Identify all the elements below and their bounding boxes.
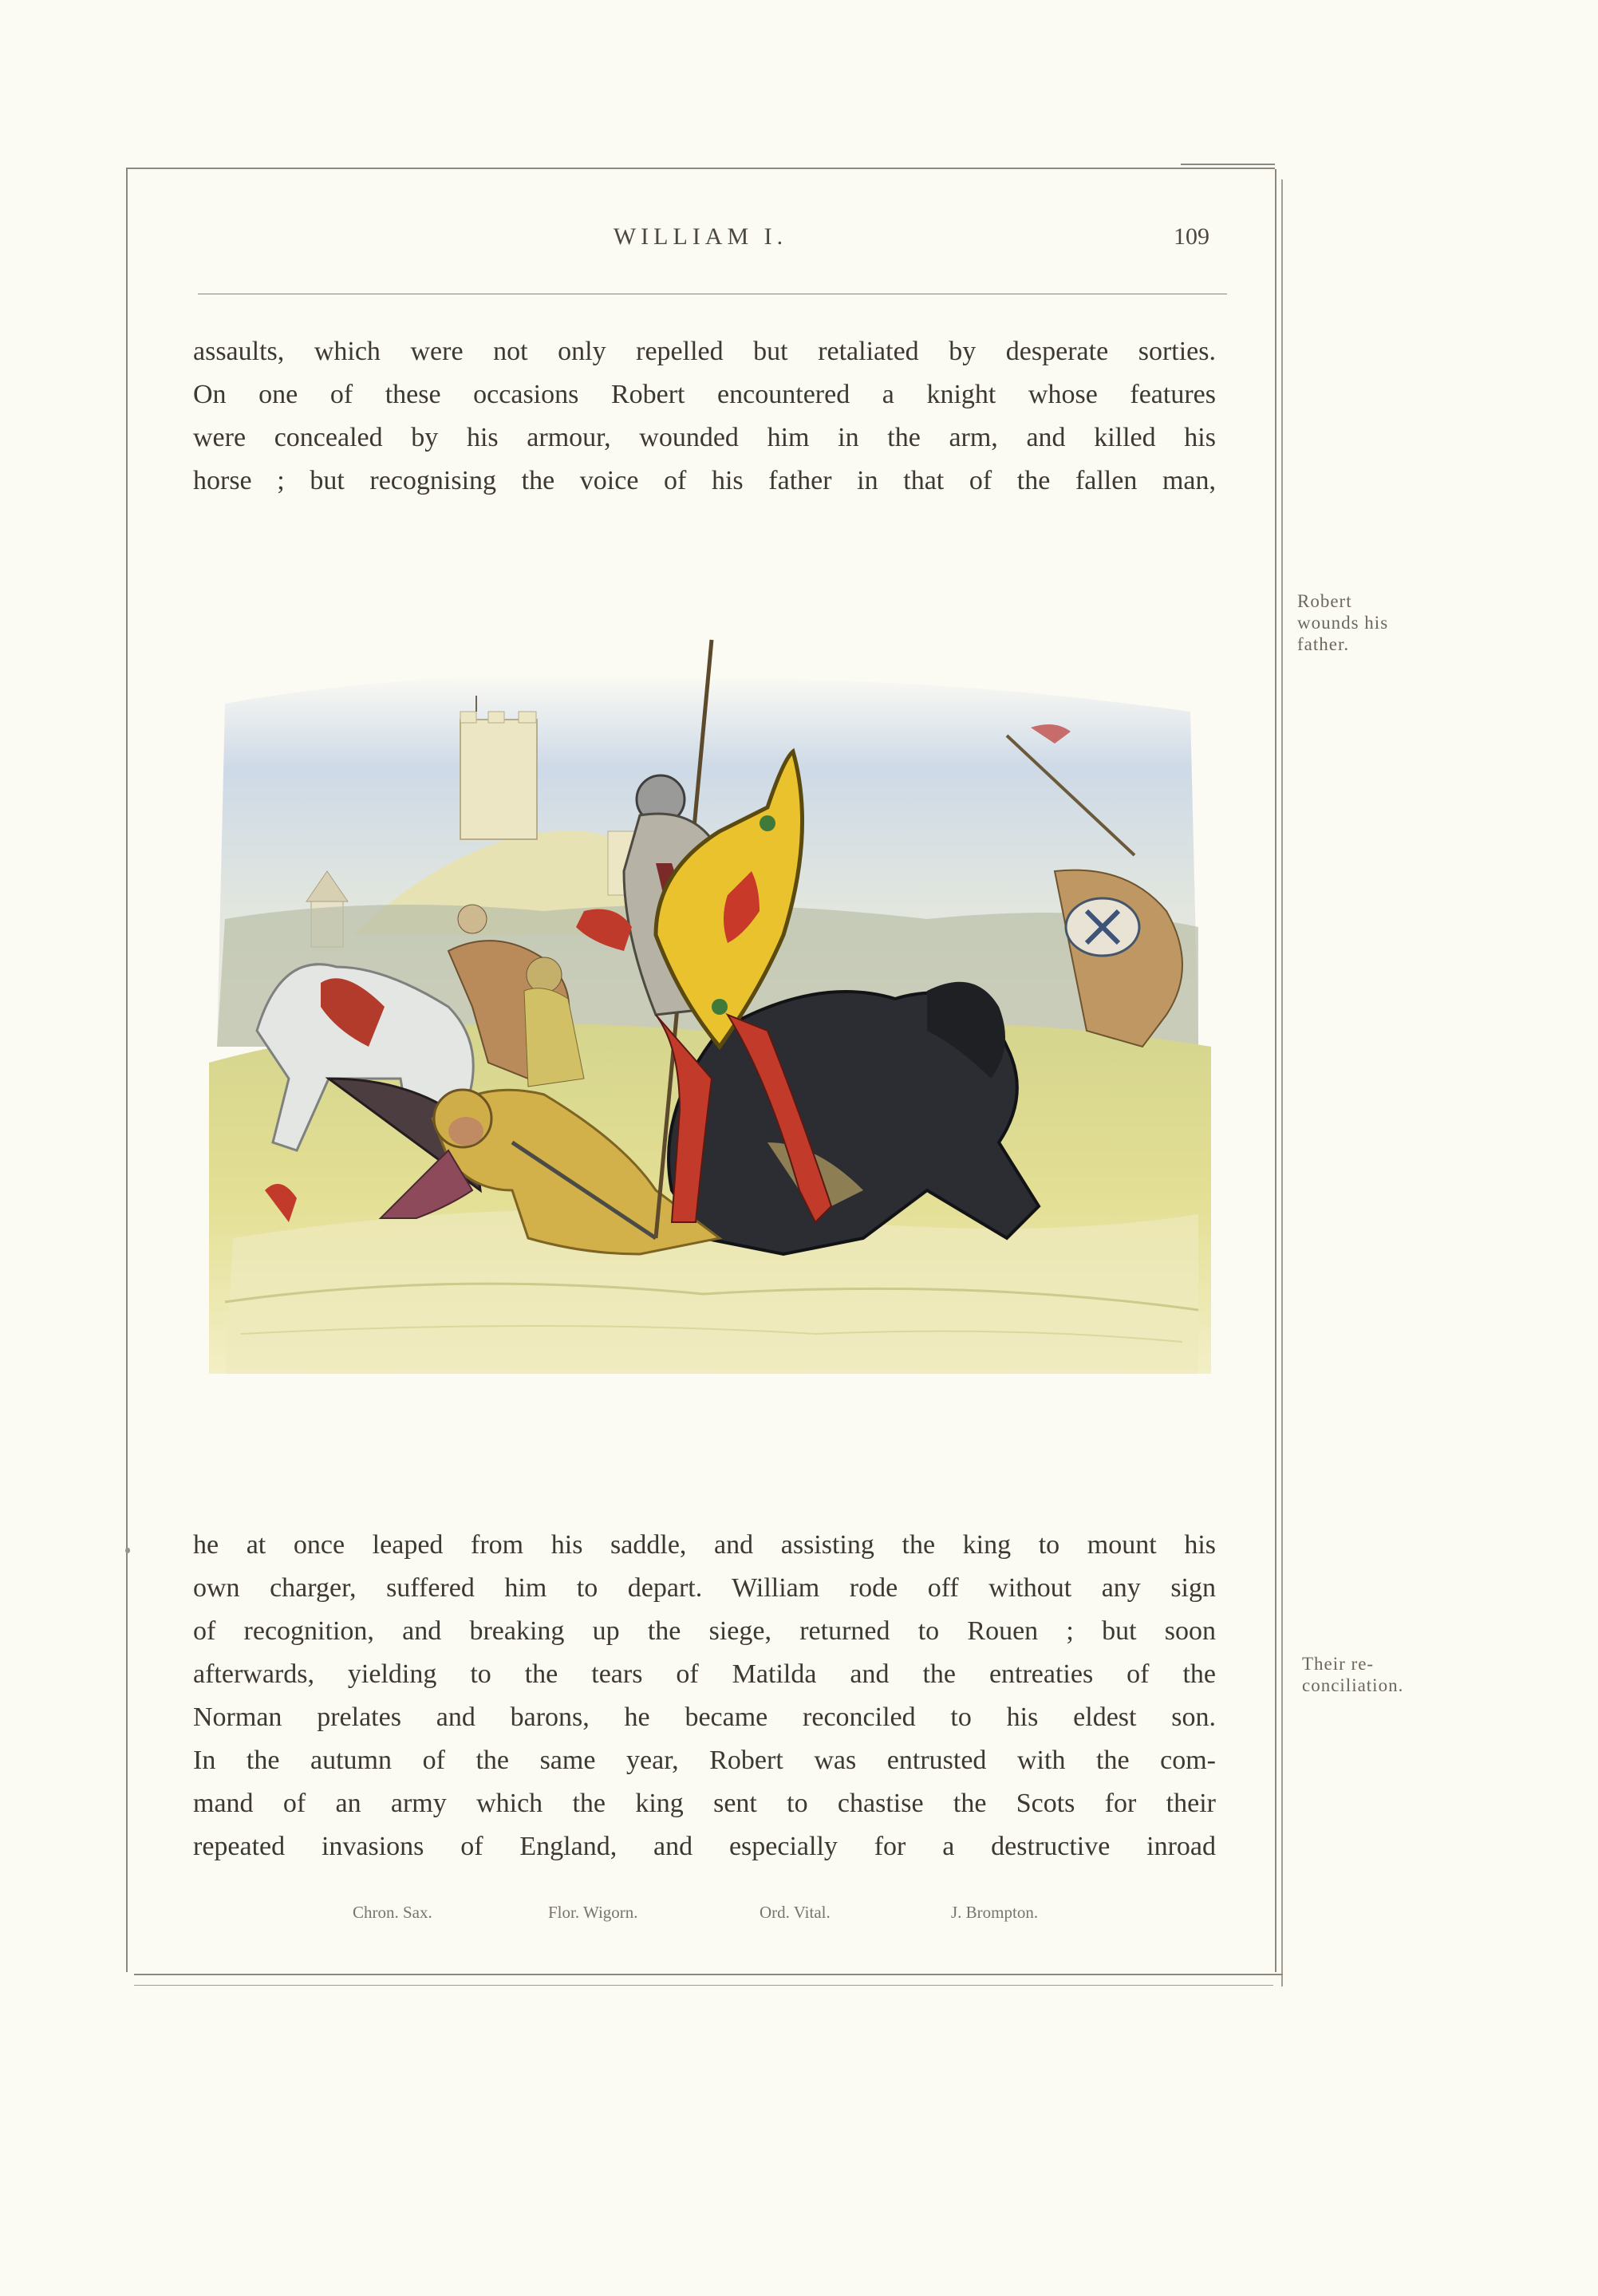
running-head: WILLIAM I.: [613, 223, 788, 250]
margin-note-reconciliation: [1302, 1653, 1403, 1696]
margin-note-line: father.: [1297, 634, 1350, 654]
text-line: horse ; but recognising the voice of his father in that of the fallen man,: [193, 466, 1216, 495]
margin-note-line: conciliation.: [1302, 1675, 1404, 1695]
frame-bottom-rule: [134, 1974, 1283, 1975]
margin-note-line: Their re-: [1302, 1654, 1375, 1674]
text-line: were concealed by his armour, wounded him in the arm, and killed his: [193, 423, 1216, 452]
text-line: mand of an army which the king sent to chastise the Scots for their: [193, 1789, 1216, 1818]
text-line: of recognition, and breaking up the siege, returned to Rouen ; but soon: [193, 1616, 1216, 1646]
frame-right-rule: [1281, 179, 1283, 1986]
text-line: In the autumn of the same year, Robert was entrusted with the com-: [193, 1746, 1216, 1775]
text-line: afterwards, yielding to the tears of Matilda and the entreaties of the: [193, 1659, 1216, 1689]
body-text-bottom: [193, 1524, 1216, 1868]
text-line: assaults, which were not only repelled but retaliated by desperate sorties.: [193, 337, 1216, 366]
battle-illustration: [209, 632, 1211, 1374]
text-line: On one of these occasions Robert encountered a knight whose features: [193, 380, 1216, 409]
footnote-source: Chron. Sax.: [353, 1903, 432, 1922]
page-header: [126, 223, 1275, 263]
margin-note-line: Robert: [1297, 591, 1352, 611]
footnote-sources: [353, 1903, 1071, 1927]
margin-note-robert: [1297, 590, 1388, 655]
text-line: Norman prelates and barons, he became reconciled to his eldest son.: [193, 1702, 1216, 1732]
frame-bottom-rule-inner: [134, 1985, 1273, 1986]
frame-top-rule-right: [1181, 164, 1275, 165]
text-line: repeated invasions of England, and especially for a destructive inroad: [193, 1832, 1216, 1861]
margin-note-line: wounds his: [1297, 613, 1389, 633]
ink-speck: [125, 1548, 130, 1553]
text-line: he at once leaped from his saddle, and assisting the king to mount his: [193, 1530, 1216, 1560]
footnote-source: J. Brompton.: [951, 1903, 1039, 1922]
footnote-source: Flor. Wigorn.: [548, 1903, 638, 1922]
footnote-source: Ord. Vital.: [760, 1903, 831, 1922]
text-line: own charger, suffered him to depart. William rode off without any sign: [193, 1573, 1216, 1603]
page-number: 109: [1174, 223, 1209, 250]
body-text-top: [193, 330, 1216, 503]
